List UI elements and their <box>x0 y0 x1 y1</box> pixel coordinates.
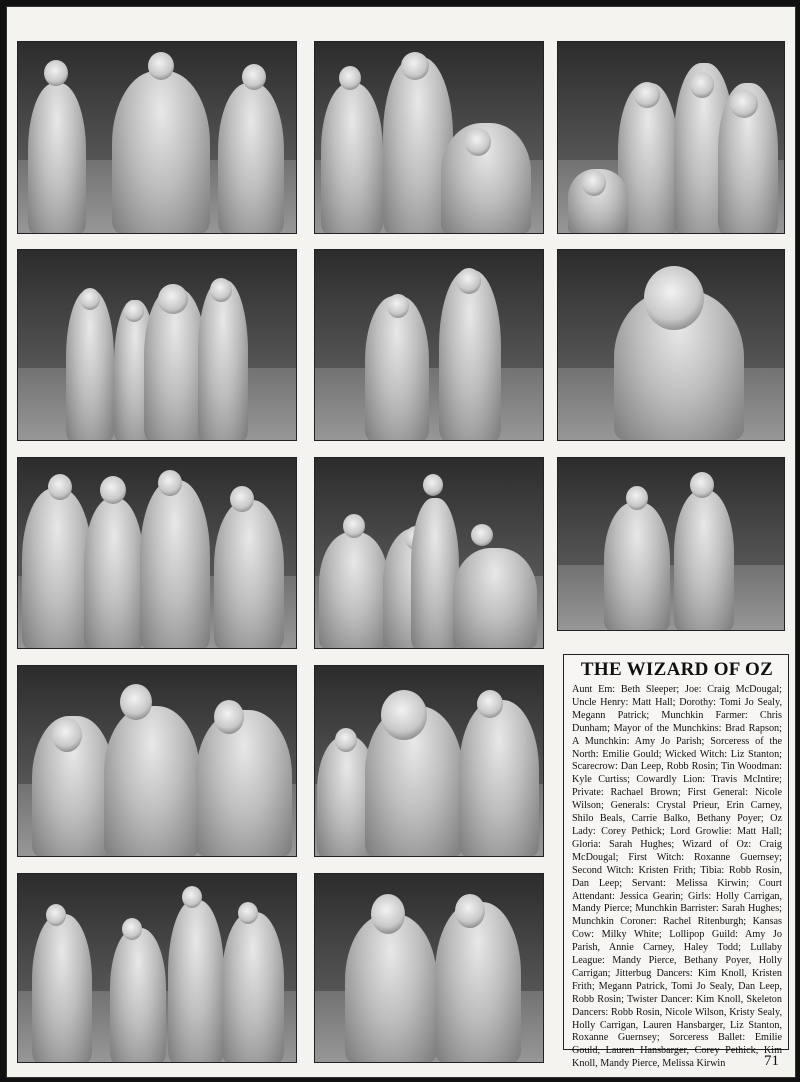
photo-dorothy-and-farmhand <box>314 249 544 441</box>
photo-jitterbug-dance <box>17 873 297 1063</box>
photo-three-women-in-gowns <box>17 41 297 234</box>
photo-four-oz-travelers <box>17 249 297 441</box>
photo-munchkin-townsfolk <box>17 457 297 649</box>
photo-dorothy-with-basket-and-scarecrow <box>557 457 785 631</box>
photo-lion-and-tin-man <box>314 665 544 857</box>
photo-ballet-dancers <box>314 457 544 649</box>
cast-list-title: THE WIZARD OF OZ <box>580 659 774 680</box>
photo-dorothy-and-scarecrow-group <box>314 41 544 234</box>
photo-cowardly-lion <box>557 249 785 441</box>
cast-list-credits: Aunt Em: Beth Sleeper; Joe: Craig McDougal; Uncle Henry: Matt Hall; Dorothy: Tomi Jo Sealy, Megann Patrick; Munchkin Farmer: Chris Dunham; Mayor of the Munchkins: Brad Rapson; A Munchkin: Amy Jo Parish; Sorceress of the North: Emilie Gould; Wicked Witch: Liz Stanton; Scarecrow: Dan Leep, Robb Rosin; Tin Woodman: Kyle Curtiss; Cowardly Lion: Travis McIntire; Private: Rachael Brown; First General: Nicole Wilson; Generals: Crystal Prieur, Erin Carney, Shilo Beals, Carrie Balko, Bethany Poyer; Oz Lady: Corey Pethick; Lord Growlie: Matt Hall; Gloria: Sarah Hughes; Wizard of Oz: Craig McDougal; First Witch: Roxanne Guernsey; Second Witch: Kristen Frith; Tibia: Robb Rosin, Dan Leep; Servant: Melissa Kirwin; Court Attendant: Jessica Gearin; Girls: Holly Carrigan, Mandy Pierce; Munchkin Barrister: Sarah Hughes; Munchkin Coroner: Rachel Ritenburgh; Kansas Cow: Milky White; Lollipop Guild: Amy Jo Parish, Annie Carney, Haley Todd; Lullaby League: Mandy Pierce, Bethany Poyer, Holly Carrigan; Jitterbug Dancers: Kim Knoll, Kristen Frith; Megann Patrick, Tomi Jo Sealy, Dan Leep, Robb Rosin; Twister Dancer: Kim Knoll, Skeleton Dancers: Robb Rosin, Nicole Wilson, Kristy Sealy, Holly Carrigan, Lauren Hansbarger, Liz Stanton, Roxanne Guernsey; Sorceress Ballet: Emilie Gould, Lauren Hansbarger, Corey Pethick, Kim Knoll, Mandy Pierce, Melissa Kirwin <box>572 684 782 1070</box>
photo-dorothy-and-tin-man-closeup <box>314 873 544 1063</box>
photo-dorothy-scarecrow-tin-man <box>17 665 297 857</box>
yearbook-page <box>6 6 796 1078</box>
page-number: 71 <box>764 1053 779 1069</box>
photo-munchkins-in-top-hats <box>557 41 785 234</box>
